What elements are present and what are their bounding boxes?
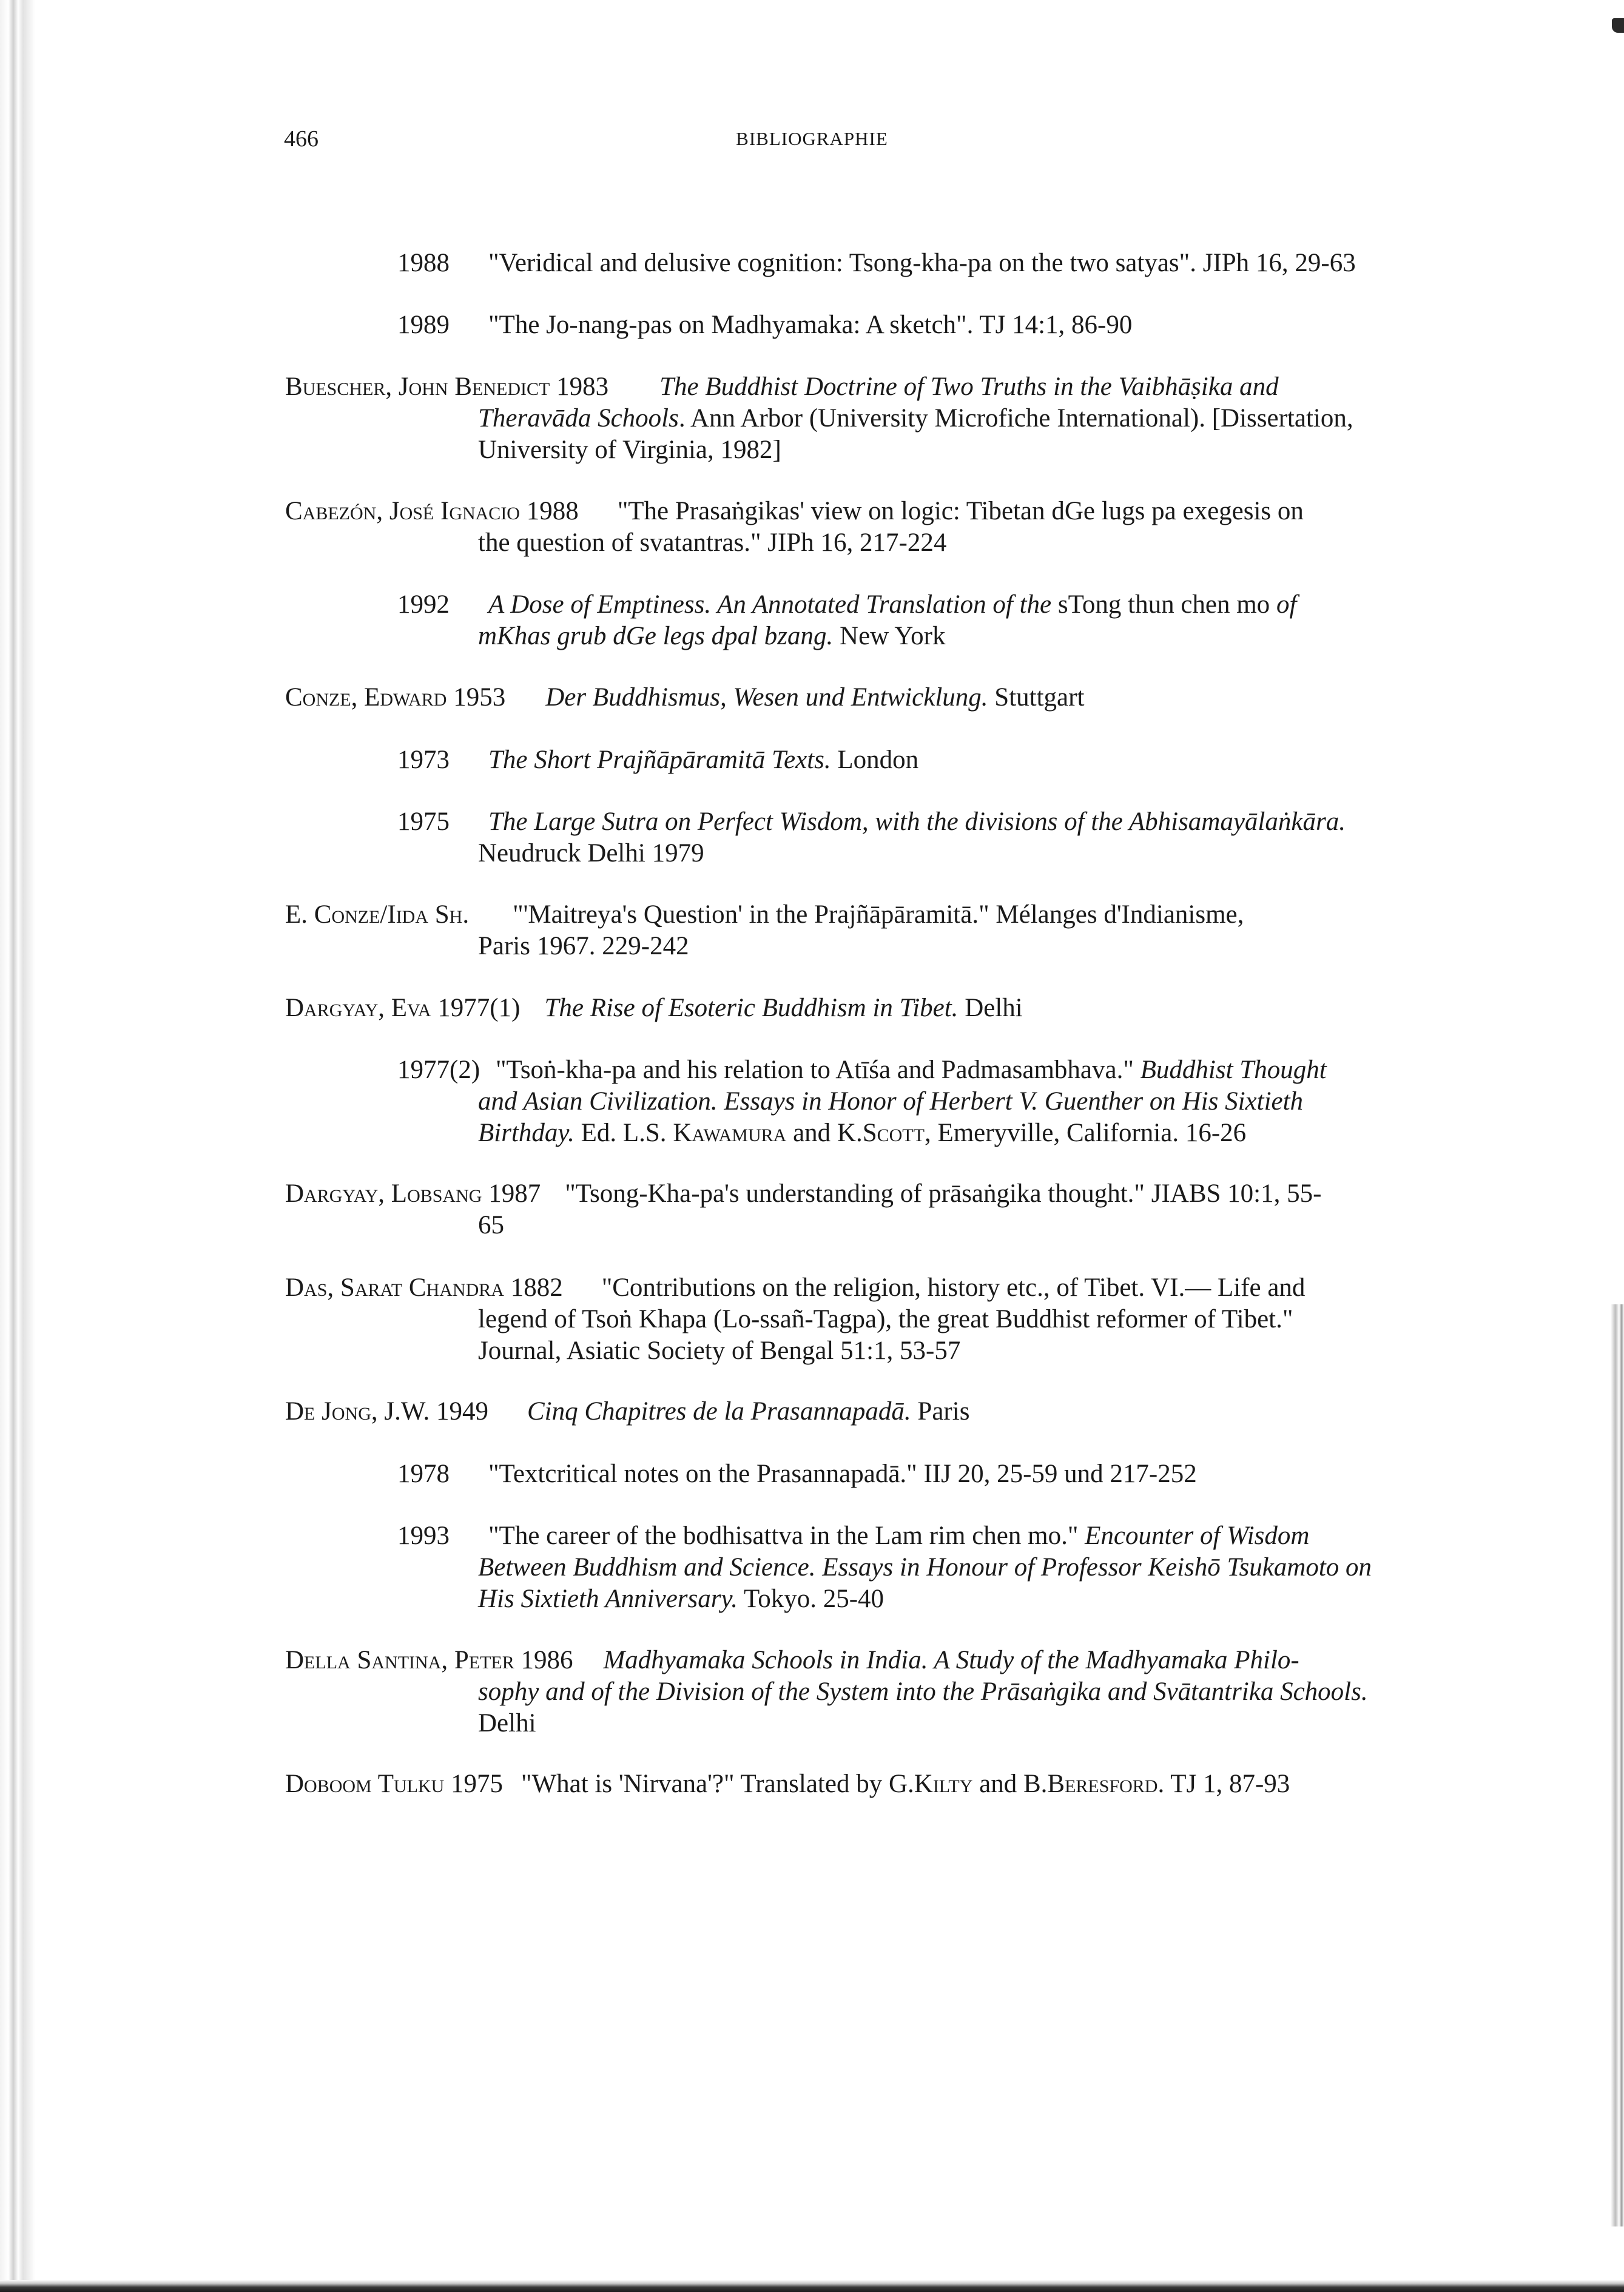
entry-title: sophy and of the Division of the System into the Prāsaṅgika and Svātantrika Schools.: [478, 1677, 1368, 1706]
entry-title: Birthday.: [478, 1119, 574, 1147]
entry-author: Buescher, John Benedict: [285, 372, 550, 401]
running-head: BIBLIOGRAPHIE: [736, 128, 888, 149]
entry-year: 1953: [453, 683, 506, 712]
bib-entry: [285, 899, 1398, 962]
bib-entry: [285, 309, 1398, 341]
entry-author: Della Santina, Peter: [285, 1646, 514, 1674]
bib-entry: [285, 1396, 1398, 1427]
bib-entry: [285, 993, 1398, 1024]
entry-text: Paris: [911, 1397, 970, 1426]
entry-text: and B.: [972, 1770, 1048, 1798]
entry-text: . Ann Arbor (University Microfiche International). [Dissertation,: [678, 404, 1353, 433]
entry-text: "What is 'Nirvana'?" Translated by G.: [521, 1770, 914, 1798]
entry-translator: Beresford: [1047, 1770, 1158, 1798]
entry-title: Encounter of Wisdom: [1085, 1522, 1310, 1550]
entry-year: 1975: [451, 1770, 504, 1798]
entry-year: 1986: [521, 1646, 573, 1674]
entry-text: "Tsong-Kha-pa's understanding of prāsaṅgika thought." JIABS 10:1, 55-: [565, 1179, 1322, 1208]
entry-editor: Kawamura: [673, 1119, 787, 1147]
entry-author: Dargyay, Eva: [285, 994, 431, 1022]
entry-author: Doboom Tulku: [285, 1770, 445, 1798]
entry-text: sTong thun chen mo: [1051, 590, 1276, 619]
entry-text: Paris 1967. 229-242: [478, 932, 689, 960]
entry-text: "The Jo-nang-pas on Madhyamaka: A sketch". TJ 14:1, 86-90: [488, 311, 1133, 339]
scan-edge-left: [0, 0, 35, 2292]
entry-text: the question of svatantras." JIPh 16, 217-224: [478, 528, 947, 557]
entry-title: The Short Prajñāpāramitā Texts.: [488, 746, 831, 774]
entry-year: 1987: [488, 1179, 541, 1208]
bib-entry: [285, 1054, 1398, 1149]
entry-year: 1882: [510, 1273, 563, 1302]
entry-text: 65: [478, 1211, 504, 1239]
entry-text: "Veridical and delusive cognition: Tsong-kha-pa on the two satyas". JIPh 16, 29-63: [488, 249, 1356, 277]
entry-year: 1977(2): [397, 1056, 480, 1084]
entry-text: legend of Tsoṅ Khapa (Lo-ssañ-Tagpa), the great Buddhist reformer of Tibet.": [478, 1305, 1293, 1333]
entry-text: Stuttgart: [988, 683, 1085, 712]
entry-translator: Kilty: [914, 1770, 973, 1798]
bib-entry: [285, 1178, 1398, 1241]
entry-year: 1992: [397, 590, 450, 619]
entry-title: A Dose of Emptiness. An Annotated Translation of the: [488, 590, 1052, 619]
entry-author: Cabezón, José Ignacio: [285, 497, 520, 525]
entry-title: The Buddhist Doctrine of Two Truths in the Vaibhāṣika and: [659, 372, 1279, 401]
entry-year: 1975: [397, 807, 450, 836]
bib-entry: [285, 1272, 1398, 1367]
entry-title: mKhas grub dGe legs dpal bzang.: [478, 622, 834, 650]
entry-title: Madhyamaka Schools in India. A Study of the Madhyamaka Philo-: [603, 1646, 1299, 1674]
entry-text: Delhi: [478, 1709, 536, 1738]
bib-entry: [285, 371, 1398, 466]
entry-title: The Large Sutra on Perfect Wisdom, with the divisions of the Abhisamayālaṅkāra.: [488, 807, 1346, 836]
entry-title: Buddhist Thought: [1140, 1056, 1327, 1084]
entry-title: His Sixtieth Anniversary.: [478, 1585, 738, 1613]
bib-entry: [285, 1520, 1398, 1615]
entry-text: . TJ 1, 87-93: [1157, 1770, 1290, 1798]
entry-text: "The Prasaṅgikas' view on logic: Tibetan dGe lugs pa exegesis on: [617, 497, 1304, 525]
entry-text: and K.: [786, 1119, 863, 1147]
entry-author: Conze, Edward: [285, 683, 447, 712]
entry-title: Der Buddhismus, Wesen und Entwicklung.: [545, 683, 988, 712]
bib-entry: [285, 744, 1398, 776]
bib-entry: [285, 806, 1398, 869]
entry-editor: Scott: [862, 1119, 925, 1147]
entry-text: "Textcritical notes on the Prasannapadā." IIJ 20, 25-59 und 217-252: [488, 1460, 1197, 1488]
entry-year: 1973: [397, 746, 450, 774]
entry-text: Ed. L.S.: [574, 1119, 673, 1147]
entry-title: Between Buddhism and Science. Essays in Honour of Professor Keishō Tsukamoto on: [478, 1553, 1372, 1582]
entry-text: , Emeryville, California. 16-26: [924, 1119, 1247, 1147]
entry-title: of: [1276, 590, 1297, 619]
entry-year: 1989: [397, 311, 450, 339]
entry-year: 1978: [397, 1460, 450, 1488]
entry-author: Dargyay, Lobsang: [285, 1179, 482, 1208]
entry-text: University of Virginia, 1982]: [478, 436, 781, 464]
bib-entry: [285, 1458, 1398, 1490]
bib-entry: [285, 682, 1398, 713]
entry-title: and Asian Civilization. Essays in Honor of Herbert V. Guenther on His Sixtieth: [478, 1087, 1304, 1116]
entry-title: Cinq Chapitres de la Prasannapadā.: [527, 1397, 911, 1426]
bib-entry: [285, 248, 1398, 279]
entry-year: 1949: [436, 1397, 488, 1426]
entry-year: 1988: [526, 497, 579, 525]
entry-text: "Tsoṅ-kha-pa and his relation to Atīśa and Padmasambhava.": [496, 1056, 1141, 1084]
scan-edge-bottom: [0, 2280, 1624, 2292]
bib-entry: [285, 1768, 1398, 1800]
bib-entry: [285, 1645, 1398, 1739]
entry-title: Theravāda Schools: [478, 404, 679, 433]
entry-text: "'Maitreya's Question' in the Prajñāpāramitā." Mélanges d'Indianisme,: [513, 900, 1244, 929]
entry-author: De Jong, J.W.: [285, 1397, 430, 1426]
entry-title: The Rise of Esoteric Buddhism in Tibet.: [544, 994, 959, 1022]
bib-entry: [285, 589, 1398, 652]
scan-edge-right: [1611, 1304, 1624, 2226]
entry-year: 1993: [397, 1522, 450, 1550]
entry-year: 1983: [556, 372, 609, 401]
bib-entry: [285, 496, 1398, 559]
entry-text: "Contributions on the religion, history etc., of Tibet. VI.— Life and: [601, 1273, 1306, 1302]
entry-text: London: [831, 746, 919, 774]
entry-text: Tokyo. 25-40: [737, 1585, 884, 1613]
page-number: 466: [284, 126, 318, 152]
entry-year: 1988: [397, 249, 450, 277]
entry-text: Neudruck Delhi 1979: [478, 839, 704, 868]
entry-text: "The career of the bodhisattva in the Lam rim chen mo.": [488, 1522, 1085, 1550]
entry-text: Journal, Asiatic Society of Bengal 51:1, 53-57: [478, 1336, 961, 1365]
entry-author: E. Conze/Iida Sh.: [285, 900, 470, 929]
entry-text: Delhi: [958, 994, 1023, 1022]
entry-year: 1977(1): [437, 994, 521, 1022]
entry-text: New York: [833, 622, 946, 650]
entry-author: Das, Sarat Chandra: [285, 1273, 504, 1302]
scan-corner-mark: [1612, 18, 1624, 33]
